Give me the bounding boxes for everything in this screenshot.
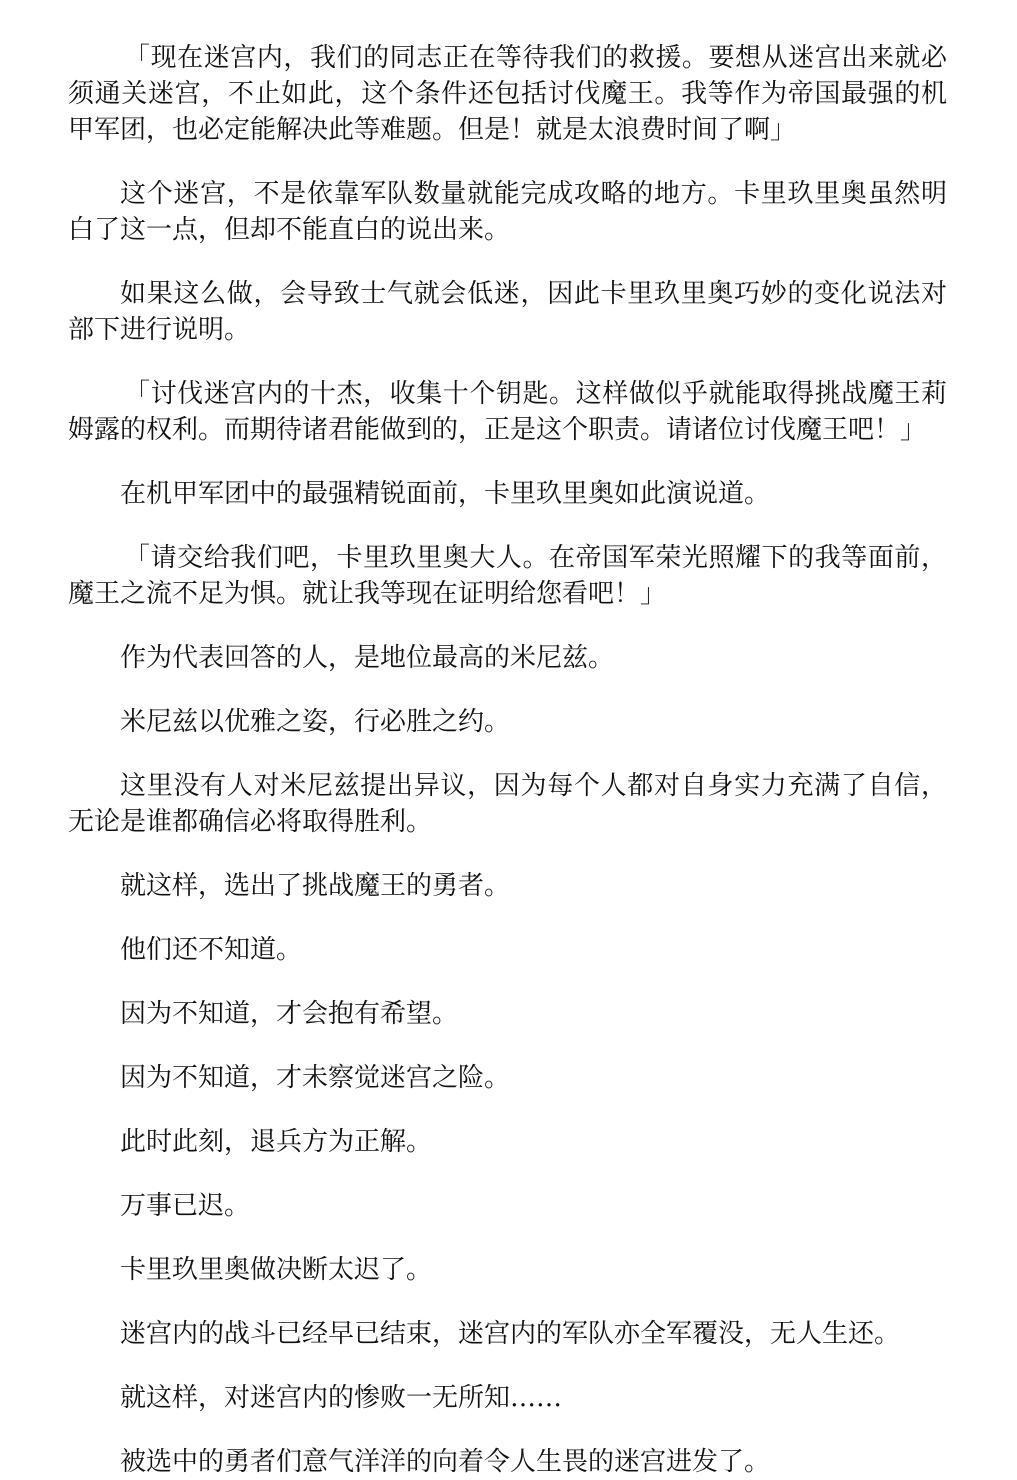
paragraph-4: 「讨伐迷宫内的十杰，收集十个钥匙。这样做似乎就能取得挑战魔王莉姆露的权利。而期待诸君能做到的，正是这个职责。请诸位讨伐魔王吧！」 (68, 379, 947, 445)
paragraph-5: 在机甲军团中的最强精锐面前，卡里玖里奥如此演说道。 (120, 479, 771, 509)
paragraph-8: 米尼兹以优雅之姿，行必胜之约。 (120, 707, 511, 737)
paragraph-7: 作为代表回答的人，是地位最高的米尼兹。 (120, 643, 615, 673)
paragraph-15: 万事已迟。 (120, 1191, 251, 1221)
paragraph-19: 被选中的勇者们意气洋洋的向着令人生畏的迷宫进发了。 (120, 1447, 771, 1477)
paragraph-6: 「请交给我们吧，卡里玖里奥大人。在帝国军荣光照耀下的我等面前，魔王之流不足为惧。就让我等现在证明给您看吧！」 (68, 543, 947, 609)
paragraph-11: 他们还不知道。 (120, 935, 303, 965)
paragraph-17: 迷宫内的战斗已经早已结束，迷宫内的军队亦全军覆没，无人生还。 (120, 1319, 901, 1349)
paragraph-9: 这里没有人对米尼兹提出异议，因为每个人都对自身实力充满了自信，无论是谁都确信必将取得胜利。 (68, 771, 947, 837)
paragraph-13: 因为不知道，才未察觉迷宫之险。 (120, 1063, 511, 1093)
paragraph-1: 「现在迷宫内，我们的同志正在等待我们的救援。要想从迷宫出来就必须通关迷宫，不止如此，这个条件还包括讨伐魔王。我等作为帝国最强的机甲军团，也必定能解决此等难题。但是！就是太浪费时间了啊」 (68, 43, 947, 145)
paragraph-16: 卡里玖里奥做决断太迟了。 (120, 1255, 433, 1285)
paragraph-18: 就这样，对迷宫内的惨败一无所知…… (120, 1383, 563, 1413)
paragraph-10: 就这样，选出了挑战魔王的勇者。 (120, 871, 511, 901)
paragraph-12: 因为不知道，才会抱有希望。 (120, 999, 459, 1029)
paragraph-2: 这个迷宫，不是依靠军队数量就能完成攻略的地方。卡里玖里奥虽然明白了这一点，但却不能直白的说出来。 (68, 179, 947, 245)
paragraph-14: 此时此刻，退兵方为正解。 (120, 1127, 433, 1157)
paragraph-3: 如果这么做，会导致士气就会低迷，因此卡里玖里奥巧妙的变化说法对部下进行说明。 (68, 279, 947, 345)
